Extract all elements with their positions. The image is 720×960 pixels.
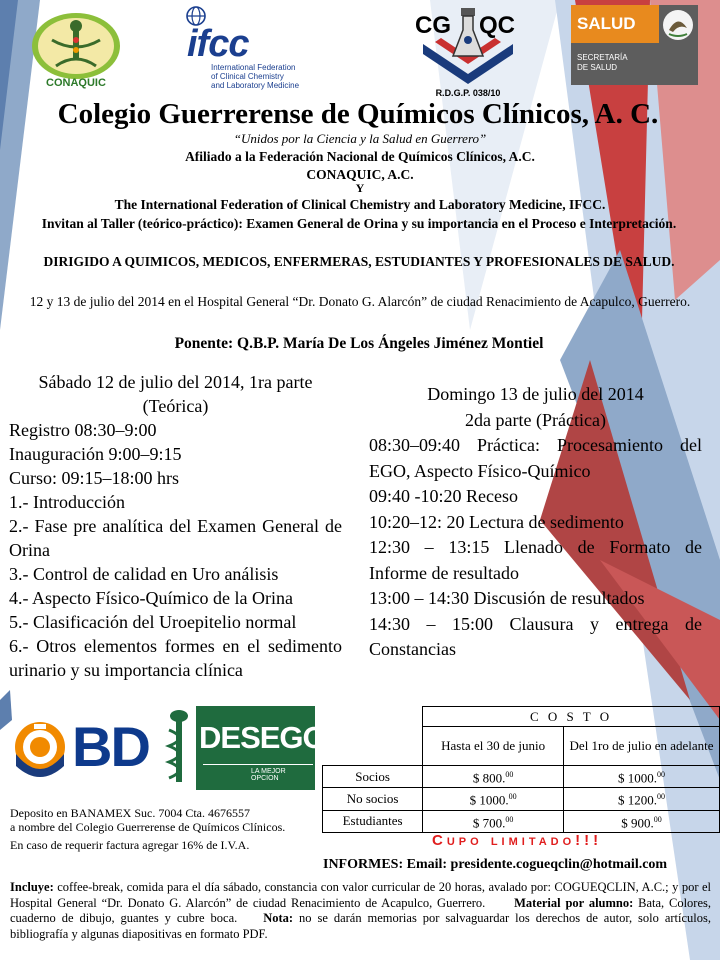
salud-subtitle-2: DE SALUD — [577, 63, 618, 72]
page-title: Colegio Guerrerense de Químicos Clínicos, A. C. — [57, 98, 659, 130]
cost-cell: $ 900.00 — [564, 810, 720, 832]
flask-icon — [413, 6, 523, 86]
list-item: 10:20–12: 20 Lectura de sedimento — [369, 511, 624, 532]
material-label: Material por alumno: — [514, 895, 634, 910]
incluye-label: Incluye: — [10, 880, 54, 894]
day2-subheading: 2da parte (Práctica) — [465, 409, 606, 430]
cgqc-logo-left: CG — [415, 12, 451, 39]
list-item: 09:40 -10:20 Receso — [369, 486, 518, 506]
nota-text: no se darán memorias por salvaguardar los derechos de autor, solo artículos, bibliografía y algunas diapositivas en formato PDF. — [10, 911, 712, 941]
nota-label: Nota: — [263, 911, 294, 925]
salud-logo-text: SALUD — [571, 5, 659, 43]
audience-line: DIRIGIDO A QUIMICOS, MEDICOS, ENFERMERAS, ESTUDIANTES Y PROFESIONALES DE SALUD. — [43, 254, 675, 269]
caduceus-icon — [163, 706, 195, 790]
list-item: 1.- Introducción — [9, 492, 125, 512]
list-item: 08:30–09:40 Práctica: Procesamiento del EGO, Aspecto Físico-Químico — [369, 435, 702, 481]
conaquic-logo — [22, 8, 130, 92]
cost-header-late: Del 1ro de julio en adelante — [564, 727, 720, 766]
list-item: 14:30 – 15:00 Clausura y entrega de Constancias — [369, 613, 702, 659]
ifcc-subtitle-1: International Federation — [211, 63, 296, 72]
list-item: Registro 08:30–9:00 — [9, 420, 157, 440]
day2-schedule — [369, 382, 702, 663]
cgqc-logo-right: QC — [479, 12, 515, 39]
day1-schedule — [9, 370, 342, 682]
table-row — [323, 788, 720, 810]
list-item: 12:30 – 13:15 Llenado de Formato de Informe de resultado — [369, 537, 702, 583]
day1-heading: Sábado 12 de julio del 2014, 1ra parte — [38, 372, 313, 392]
cost-cell: $ 1000.00 — [423, 788, 564, 810]
list-item: 6.- Otros elementos formes en el sedimento urinario y su importancia clínica — [9, 636, 342, 680]
salud-logo — [571, 5, 698, 85]
deposit-line: Deposito en BANAMEX Suc. 7004 Cta. 4676557 — [10, 806, 250, 820]
desego-logo-text: DESEGO — [199, 720, 326, 755]
cost-row-label: Estudiantes — [323, 810, 423, 832]
invitation-line: Invitan al Taller (teórico-práctico): Examen General de Orina y su importancia en el Proceso e Interpretación. — [41, 216, 677, 231]
list-item: 13:00 – 14:30 Discusión de resultados — [369, 588, 645, 608]
list-item: Inauguración 9:00–9:15 — [9, 444, 182, 464]
conjunction-line: Y — [355, 181, 365, 195]
material-text: Bata, Colores, cuaderno de dibujo, guantes y cubre boca. — [10, 895, 711, 925]
bd-logo — [12, 714, 152, 780]
informes-line: INFORMES: Email: presidente.cogueqclin@hotmail.com — [323, 857, 668, 872]
speaker-line: Ponente: Q.B.P. María De Los Ángeles Jiménez Montiel — [174, 335, 544, 352]
cost-row-label: No socios — [323, 788, 423, 810]
list-item: 2.- Fase pre analítica del Examen General de Orina — [9, 516, 342, 560]
affiliation-line: Afiliado a la Federación Nacional de Químicos Clínicos, A.C. — [185, 149, 535, 164]
desego-tagline: LA MEJOR OPCION — [251, 768, 286, 782]
list-item: 4.- Aspecto Físico-Químico de la Orina — [9, 588, 293, 608]
bd-logo-text: BD — [72, 715, 149, 778]
conaquic-logo-text: CONAQUIC — [46, 77, 106, 89]
ifcc-logo-text: ifcc — [187, 23, 249, 65]
deposit-line: En caso de requerir factura agregar 16% de I.V.A. — [10, 838, 250, 852]
motto: “Unidos por la Ciencia y la Salud en Guerrero” — [233, 131, 487, 146]
conaquic-line: CONAQUIC, A.C. — [306, 167, 414, 182]
rdgp-text: R.D.G.P. 038/10 — [435, 88, 501, 98]
list-item: 3.- Control de calidad en Uro análisis — [9, 564, 279, 584]
cost-cell: $ 1000.00 — [564, 766, 720, 788]
table-row — [323, 766, 720, 788]
cost-table-title: C O S T O — [423, 707, 720, 727]
cost-row-label: Socios — [323, 766, 423, 788]
mexico-eagle-icon — [661, 8, 695, 42]
cupo-limitado: Cupo limitado!!! — [432, 832, 603, 849]
ifcc-subtitle-3: and Laboratory Medicine — [211, 81, 300, 90]
cost-cell: $ 800.00 — [423, 766, 564, 788]
ifcc-logo — [185, 5, 305, 93]
bd-sunburst-icon — [12, 714, 68, 780]
salud-subtitle-1: SECRETARÍA — [577, 53, 628, 62]
day1-subheading: (Teórica) — [142, 396, 209, 416]
cgqc-logo — [413, 6, 523, 96]
deposit-line: a nombre del Colegio Guerrerense de Químicos Clínicos. — [10, 820, 286, 834]
footer-notes — [10, 880, 711, 942]
cost-header-early: Hasta el 30 de junio — [423, 727, 564, 766]
list-item: Curso: 09:15–18:00 hrs — [9, 468, 180, 488]
day2-heading: Domingo 13 de julio del 2014 — [427, 384, 644, 404]
list-item: 5.- Clasificación del Uroepitelio normal — [9, 612, 297, 632]
deposit-info — [10, 806, 310, 852]
cost-table — [322, 706, 720, 833]
cost-cell: $ 1200.00 — [564, 788, 720, 810]
date-venue-line: 12 y 13 de julio del 2014 en el Hospital General “Dr. Donato G. Alarcón” de ciudad Renacimiento de Acapulco, Guerrero. — [29, 294, 691, 309]
ifcc-line: The International Federation of Clinical Chemistry and Laboratory Medicine, IFCC. — [114, 197, 606, 212]
desego-logo — [163, 706, 326, 790]
ifcc-subtitle-2: of Clinical Chemistry — [211, 72, 284, 81]
table-row — [323, 810, 720, 832]
incluye-text: coffee-break, comida para el día sábado, constancia con valor curricular de 20 horas, avalado por: COGUEQCLIN, A.C.; y por el Hospital General “Dr. Donato G. Alarcón” de ciudad Renacimiento de Acapulco, Guerrero. — [10, 880, 711, 910]
cost-cell: $ 700.00 — [423, 810, 564, 832]
